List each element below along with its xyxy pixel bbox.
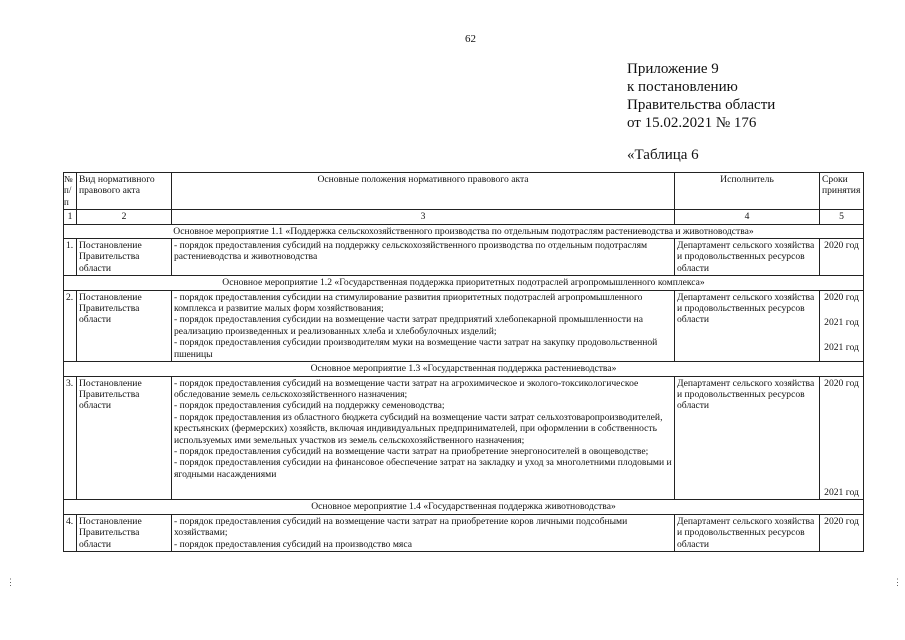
table-row [64, 514, 864, 551]
section-title: Основное мероприятие 1.1 «Поддержка сельскохозяйственного производства по отдельным подотраслям растениеводства и животноводства» [64, 224, 864, 238]
deadline-year: 2021 год [824, 486, 859, 498]
deadline-year: 2020 год [824, 240, 859, 252]
provision-item: - порядок предоставления субсидии на возмещение части затрат предприятий хлебопекарной промышленности на реализацию произведенных и реализованных хлеба и хлебобулочных изделий; [174, 314, 644, 337]
appendix-line: Приложение 9 [627, 61, 719, 77]
row-deadline [820, 290, 864, 361]
table-row [64, 376, 864, 500]
provision-item: - порядок предоставления из областного бюджета субсидий на возмещение части затрат сельхозтоваропроизводителей, крестьянских (фермерских) хозяйств, включая индивидуальных предпринимателей, при оформлении в собственность используемых ими земельных участков из земель сельскохозяйственного назначения; [174, 411, 663, 446]
header-provisions: Основные положения нормативного правового акта [172, 173, 675, 210]
row-executor: Департамент сельского хозяйства и продовольственных ресурсов области [675, 376, 820, 500]
regulatory-acts-table [63, 172, 864, 552]
row-deadline [820, 376, 864, 500]
provision-item: - порядок предоставления субсидий на возмещение части затрат на агрохимическое и эколого-токсикологическое обследование земель сельскохозяйственного назначения; [174, 377, 639, 400]
col-number: 1 [64, 210, 77, 224]
row-provisions [172, 239, 675, 276]
provision-item: - порядок предоставления субсидии производителям муки на возмещение части затрат на закупку продовольственной пшеницы [174, 337, 658, 360]
header-executor: Исполнитель [675, 173, 820, 210]
row-deadline [820, 239, 864, 276]
provision-item: - порядок предоставления субсидий на производство мяса [174, 538, 412, 550]
col-number: 3 [172, 210, 675, 224]
provision-item: - порядок предоставления субсидий на возмещение части затрат на приобретение коров личными подсобными хозяйствами; [174, 515, 628, 539]
row-executor: Департамент сельского хозяйства и продовольственных ресурсов области [675, 239, 820, 276]
appendix-line: к постановлению [627, 79, 738, 95]
section-title: Основное мероприятие 1.2 «Государственная поддержка приоритетных подотраслей агропромышленного комплекса» [64, 276, 864, 290]
col-number: 4 [675, 210, 820, 224]
row-executor: Департамент сельского хозяйства и продовольственных ресурсов области [675, 514, 820, 551]
provision-item: - порядок предоставления субсидий на поддержку сельскохозяйственного производства по отдельным подотраслям растениеводства и животноводства [174, 240, 648, 263]
row-deadline [820, 514, 864, 551]
row-num: 3. [64, 376, 77, 500]
page-number: 62 [465, 33, 476, 45]
provision-item: - порядок предоставления субсидии на финансовое обеспечение затрат на закладку и уход за многолетними плодовыми и ягодными насаждениями [174, 457, 672, 480]
row-act-type: Постановление Правительства области [77, 290, 172, 361]
deadline-year: 2020 год [824, 377, 859, 389]
deadline-year: 2021 год [824, 342, 859, 354]
header-num: № п/п [64, 173, 77, 210]
deadline-year: 2020 год [824, 515, 859, 527]
provision-item: - порядок предоставления субсидий на возмещение части затрат на приобретение энергоносителей в овощеводстве; [174, 445, 649, 457]
row-provisions [172, 376, 675, 500]
column-number-row [64, 210, 864, 224]
header-act-type: Вид нормативного правового акта [77, 173, 172, 210]
deadline-year: 2021 год [824, 317, 859, 329]
section-title: Основное мероприятие 1.3 «Государственная поддержка растениеводства» [64, 362, 864, 376]
row-num: 1. [64, 239, 77, 276]
row-provisions [172, 514, 675, 551]
section-title: Основное мероприятие 1.4 «Государственная поддержка животноводства» [64, 500, 864, 514]
scan-edge-mark: ⋮ [893, 577, 902, 587]
row-act-type: Постановление Правительства области [77, 376, 172, 500]
scan-edge-mark: ⋮ [6, 577, 15, 587]
row-num: 4. [64, 514, 77, 551]
deadline-year: 2020 год [824, 291, 859, 303]
row-executor: Департамент сельского хозяйства и продовольственных ресурсов области [675, 290, 820, 361]
col-number: 5 [820, 210, 864, 224]
row-act-type: Постановление Правительства области [77, 239, 172, 276]
provision-item: - порядок предоставления субсидии на стимулирование развития приоритетных подотраслей агропромышленного комплекса и развитие малых форм хозяйствования; [174, 291, 643, 315]
col-number: 2 [77, 210, 172, 224]
table-row [64, 290, 864, 361]
row-act-type: Постановление Правительства области [77, 514, 172, 551]
appendix-line: Правительства области [627, 97, 776, 113]
header-deadline: Сроки принятия [820, 173, 864, 210]
table-title: «Таблица 6 [627, 147, 699, 163]
appendix-heading [627, 60, 775, 132]
table-row [64, 239, 864, 276]
row-num: 2. [64, 290, 77, 361]
appendix-date-line: от 15.02.2021 № 176 [627, 115, 757, 131]
table-header-row [64, 173, 864, 210]
row-provisions [172, 290, 675, 361]
provision-item: - порядок предоставления субсидий на поддержку семеноводства; [174, 400, 445, 412]
